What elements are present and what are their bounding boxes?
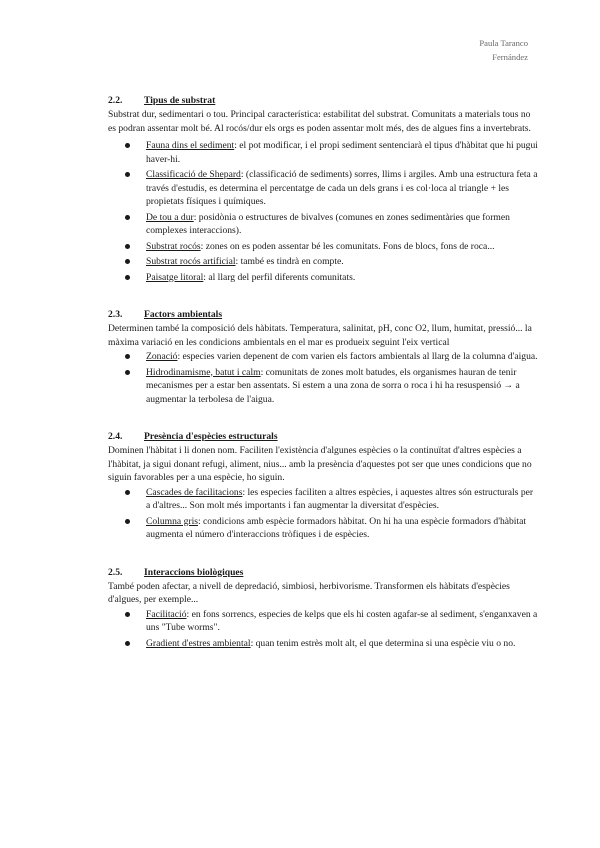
- list-term: Columna gris: [146, 515, 198, 527]
- author-line-2: Fernández: [492, 52, 528, 62]
- list-item: [108, 271, 538, 285]
- list-text: : el pot modificar, i el propi sediment sentenciarà el tipus d'hàbitat que hi pugui haver-hi.: [146, 140, 538, 165]
- section-heading: [108, 308, 538, 322]
- bullet-icon: [125, 143, 130, 148]
- list-item: [108, 211, 538, 238]
- bullet-icon: [125, 172, 130, 177]
- section-heading: [108, 430, 538, 444]
- bullet-list: [108, 486, 538, 542]
- list-term: Substrat rocós artificial: [146, 256, 236, 267]
- list-item: [108, 255, 538, 269]
- section-number: 2.2.: [108, 95, 123, 106]
- bullet-icon: [125, 490, 130, 495]
- list-text: : posidònia o estructures de bivalves (comunes en zones sedimentàries que formen complexes interaccions).: [146, 211, 510, 236]
- list-text: : zones on es poden assentar bé les comunitats. Fons de blocs, fons de roca...: [200, 240, 495, 252]
- list-term: Zonació: [146, 351, 178, 362]
- list-text: : les especies faciliten a altres espècies, i aquestes altres són estructurals per a d'altres... Son molt més importants i fan augmentar la diversitat d'espècies.: [146, 486, 534, 511]
- bullet-list: [108, 608, 538, 651]
- list-term: Gradient d'estres ambiental: [146, 637, 251, 649]
- section-title: Interaccions biològiques: [144, 566, 244, 578]
- list-term: Hidrodinamisme, batut i calm: [146, 366, 261, 378]
- section-title: Tipus de substrat: [144, 95, 216, 106]
- section-title: Factors ambientals: [144, 309, 223, 320]
- list-text: : també es tindrà en compte.: [235, 256, 344, 267]
- section-heading: [108, 566, 538, 580]
- list-item: [108, 168, 538, 209]
- section-paragraph: També poden afectar, a nivell de depredació, simbiosi, herbivorisme. Transformen els hàbitats d'espècies d'algues, per exemple...: [108, 580, 510, 605]
- section-tipus-substrat: [108, 94, 538, 284]
- bullet-icon: [125, 519, 130, 524]
- list-term: Classificació de Shepard: [146, 169, 241, 180]
- list-item: [108, 350, 538, 364]
- section-number: 2.4.: [108, 431, 123, 442]
- author-line-1: Paula Taranco: [479, 38, 528, 48]
- section-paragraph: Substrat dur, sedimentari o tou. Principal característica: estabilitat del substrat. Comunitats a materials tous no es podran assentar molt bé. Al rocós/dur els orgs es poden assentar molt més, des de algues fins a invertebrats.: [108, 109, 531, 134]
- section-heading: [108, 94, 538, 108]
- section-paragraph: Dominen l'hàbitat i li donen nom. Faciliten l'existència d'algunes espècies o la continuïtat d'altres espècies a l'hàbitat, ja sigui donant refugi, aliment, nius... amb la presència d'aquestes pot ser que unes condicions que no siguin favorables per a una espècie, ho siguin.: [108, 445, 532, 483]
- list-text: : en fons sorrencs, especies de kelps que els hi costen agafar-se al sediment, s'enganxaven a uns "Tube worms".: [146, 608, 538, 633]
- bullet-icon: [125, 244, 130, 249]
- section-especies-estructurals: [108, 430, 538, 542]
- bullet-icon: [125, 215, 130, 220]
- bullet-icon: [125, 275, 130, 280]
- list-term: Facilitació: [146, 608, 187, 620]
- section-factors-ambientals: [108, 308, 538, 406]
- bullet-list: [108, 139, 538, 284]
- document-content: [108, 94, 538, 652]
- list-term: Substrat rocós: [146, 240, 201, 252]
- list-item: [108, 240, 538, 254]
- list-item: [108, 515, 538, 542]
- section-paragraph: Determinen també la composició dels hàbitats. Temperatura, salinitat, pH, conc O2, llum, humitat, pressió... la màxima variació en les condicions ambientals en el mar es produeix seguint l'eix vertical: [108, 323, 532, 348]
- list-item: [108, 139, 538, 166]
- section-number: 2.3.: [108, 309, 123, 320]
- bullet-icon: [125, 612, 130, 617]
- bullet-icon: [125, 259, 130, 264]
- list-item: [108, 608, 538, 635]
- author-name: [479, 36, 528, 64]
- list-text: : especies varien depenent de com varien els factors ambientals al llarg de la columna d'aigua.: [177, 351, 538, 362]
- section-number: 2.5.: [108, 566, 123, 578]
- list-term: Cascades de facilitacions: [146, 486, 243, 498]
- list-text: : (classificació de sediments) sorres, llims i argiles. Amb una estructura feta a través d'estudis, es determina el percentatge de cada un dels grans i es col·loca al triangle + les propietats físiques i químiques.: [146, 169, 538, 207]
- bullet-icon: [125, 370, 130, 375]
- list-item: [108, 486, 538, 513]
- list-item: [108, 637, 538, 651]
- list-item: [108, 366, 538, 407]
- list-term: Fauna dins el sediment: [146, 140, 235, 151]
- list-text: : quan tenim estrès molt alt, el que determina si una espècie viu o no.: [250, 637, 516, 649]
- section-interaccions-biologiques: [108, 566, 538, 651]
- list-text: : condicions amb espècie formadors hàbitat. On hi ha una espècie formadors d'hàbitat augmenta el número d'interaccions tròfiques i de espècies.: [146, 515, 527, 540]
- bullet-icon: [125, 641, 130, 646]
- section-title: Presència d'espècies estructurals: [144, 431, 278, 442]
- bullet-list: [108, 350, 538, 406]
- list-text: : al llarg del perfil diferents comunitats.: [203, 271, 356, 283]
- list-term: Paisatge litoral: [146, 271, 204, 283]
- list-term: De tou a dur: [146, 211, 194, 223]
- list-text: : comunitats de zones molt batudes, els organismes hauran de tenir mecanismes per a estar ben assentats. Si estem a una zona de sorra o roca i hi ha resuspensió → a augmentar la terbolesa de l'aigua.: [146, 366, 520, 405]
- bullet-icon: [125, 354, 130, 359]
